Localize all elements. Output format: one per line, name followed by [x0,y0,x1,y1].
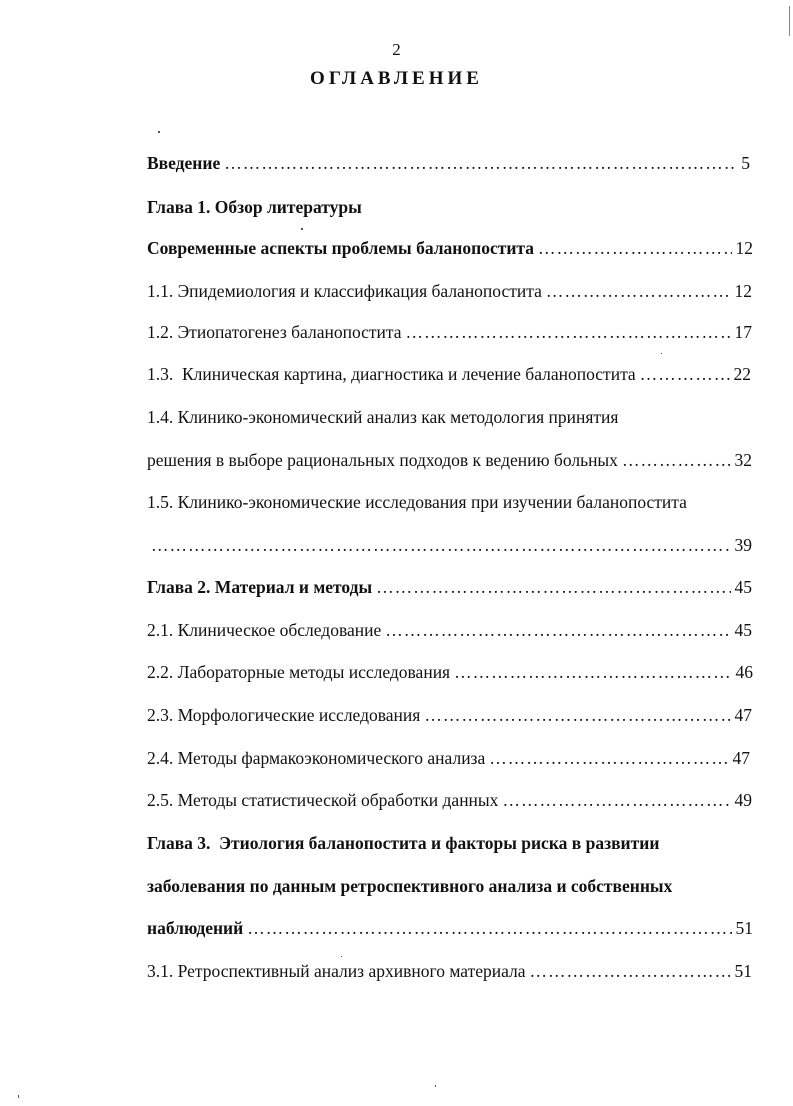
toc-leader-dots [385,619,730,641]
toc-entry-page: 12 [735,238,753,258]
toc-chapter-2[interactable] [147,576,752,598]
toc-entry-text: Глава 3. Этиология баланопостита и факторы риска в развитии [147,833,660,853]
toc-entry-text: 2.3. Морфологические исследования [147,705,421,725]
toc-entry-page: 47 [734,705,752,725]
toc-entry-page: 47 [732,748,750,768]
toc-leader-dots [502,789,730,811]
toc-entry-page: 51 [735,918,753,938]
scan-speck [661,353,662,354]
toc-entry-page: 46 [735,662,753,682]
toc-entry-1-2[interactable] [147,321,752,343]
toc-entry-modern-aspects[interactable] [147,237,753,259]
toc-entry-introduction[interactable] [147,152,750,174]
toc-entry-page: 49 [734,790,752,810]
toc-leader-dots [247,917,731,939]
toc-entry-text: 1.5. Клинико-экономические исследования при изучении баланопостита [147,492,687,512]
toc-leader-dots [454,661,731,683]
toc-entry-1-1[interactable] [147,280,752,302]
toc-entry-2-2[interactable] [147,661,753,683]
toc-leader-dots [640,363,730,385]
toc-leader-dots [406,321,731,343]
toc-leader-dots [489,747,728,769]
toc-entry-text: решения в выборе рациональных подходов к ведению больных [147,450,618,470]
scan-speck [18,1095,19,1098]
scan-speck [435,1085,436,1087]
toc-entry-page: 39 [734,535,752,555]
toc-entry-2-1[interactable] [147,619,752,641]
toc-entry-2-3[interactable] [147,704,752,726]
toc-entry-text: 3.1. Ретроспективный анализ архивного материала [147,961,526,981]
toc-entry-3-1[interactable] [147,960,752,982]
toc-entry-2-5[interactable] [147,789,752,811]
toc-entry-page: 51 [734,961,752,981]
toc-leader-dots [224,152,737,174]
page-title: ОГЛАВЛЕНИЕ [310,68,483,89]
toc-leader-dots [622,449,731,471]
toc-entry-text: 1.4. Клинико-экономический анализ как методология принятия [147,407,619,427]
toc-entry-1-3[interactable] [147,363,751,385]
toc-entry-1-4-line-1[interactable] [147,406,618,428]
toc-entry-page: 17 [734,322,752,342]
toc-entry-text: 1.2. Этиопатогенез баланопостита [147,322,402,342]
toc-entry-page: 45 [734,620,752,640]
toc-entry-text: 1.3. Клиническая картина, диагностика и лечение баланопостита [147,364,636,384]
toc-leader-dots [546,280,731,302]
toc-entry-text: Введение [147,153,221,173]
toc-entry-page: 22 [733,364,751,384]
toc-leader-dots [376,576,730,598]
toc-entry-text: Глава 1. Обзор литературы [147,197,362,217]
page-number: 2 [392,40,401,59]
toc-leader-dots [151,534,731,556]
toc-entry-1-5-line-2[interactable] [147,534,752,556]
toc-entry-text: 2.5. Методы статистической обработки данных [147,790,499,810]
toc-entry-text: 1.1. Эпидемиология и классификация баланопостита [147,281,542,301]
toc-entry-text: 2.4. Методы фармакоэкономического анализа [147,748,486,768]
toc-entry-1-4-line-2[interactable] [147,449,752,471]
scan-speck [301,228,303,230]
toc-entry-page: 12 [734,281,752,301]
toc-chapter-3-line-2[interactable] [147,875,672,897]
toc-entry-page: 32 [734,450,752,470]
toc-entry-text: Глава 2. Материал и методы [147,577,373,597]
toc-chapter-3-line-3[interactable] [147,917,753,939]
toc-chapter-3-line-1[interactable] [147,832,659,854]
toc-entry-page: 45 [734,577,752,597]
toc-entry-1-5-line-1[interactable] [147,491,687,513]
toc-entry-page: 5 [741,153,750,173]
toc-entry-text: 2.2. Лабораторные методы исследования [147,662,451,682]
scan-speck [341,956,342,957]
toc-chapter-1-heading[interactable] [147,196,362,218]
scan-speck [158,131,160,133]
toc-entry-text: заболевания по данным ретроспективного анализа и собственных [147,876,673,896]
toc-entry-2-4[interactable] [147,747,750,769]
toc-leader-dots [530,960,731,982]
toc-leader-dots [538,237,732,259]
toc-entry-text: Современные аспекты проблемы баланопостита [147,238,534,258]
toc-entry-text: 2.1. Клиническое обследование [147,620,382,640]
toc-leader-dots [424,704,730,726]
toc-entry-text: наблюдений [147,918,244,938]
